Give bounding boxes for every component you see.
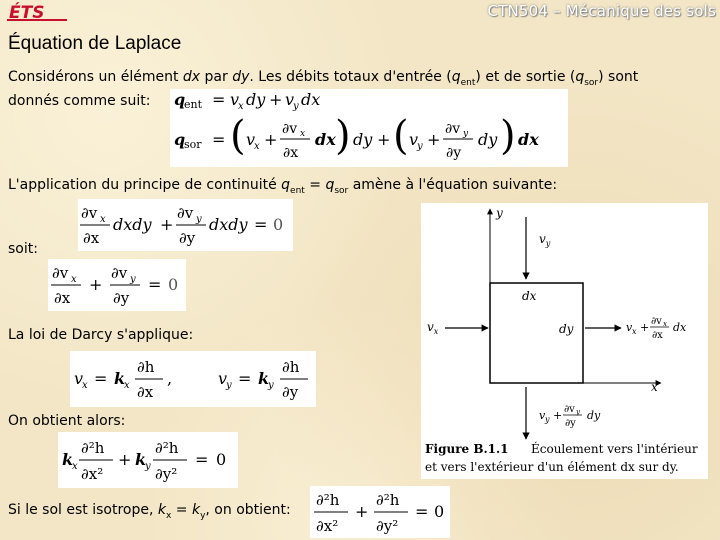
svg-text:dy: dy (246, 90, 266, 109)
continuity-equation (78, 199, 293, 251)
svg-text:=: = (148, 275, 162, 294)
svg-text:x: x (124, 380, 130, 391)
svg-text:y: y (417, 141, 423, 152)
soit-label: soit: (8, 241, 38, 257)
isotrope-paragraph: Si le sol est isotrope, $k_x = k_y$, on obtient: (8, 502, 291, 521)
vx-in-label: $v_x$ (427, 320, 439, 336)
svg-text:∂²h: ∂²h (81, 439, 105, 457)
svg-text:∂v: ∂v (282, 121, 298, 137)
svg-text:∂x: ∂x (283, 145, 299, 161)
svg-text:∂y: ∂y (446, 145, 462, 161)
svg-text:=: = (238, 369, 252, 388)
svg-text:0: 0 (273, 215, 284, 234)
svg-text:x: x (100, 214, 106, 225)
svg-text:(: ( (393, 113, 409, 159)
svg-text:∂v: ∂v (111, 264, 128, 282)
svg-text:v: v (230, 90, 240, 109)
svg-text:=: = (195, 450, 209, 469)
svg-text:y: y (226, 380, 232, 391)
svg-text:v: v (626, 321, 633, 334)
svg-text:∂²h: ∂²h (376, 491, 400, 509)
vy-in-label: $v_y$ (539, 232, 551, 248)
svg-text:y: y (145, 461, 151, 472)
svg-text:sor: sor (184, 138, 202, 151)
svg-text:v: v (246, 130, 256, 149)
svg-text:=: = (212, 130, 226, 149)
x-axis-label: x (651, 380, 658, 394)
flow-equations (170, 89, 568, 167)
svg-text:∂²h: ∂²h (316, 491, 340, 509)
svg-text:∂y: ∂y (565, 418, 576, 429)
dy-label: dy (559, 322, 574, 336)
svg-text:y: y (463, 129, 469, 139)
obtient-label: On obtient alors: (8, 413, 126, 429)
svg-text:∂x²: ∂x² (81, 465, 104, 483)
svg-text:+: + (89, 275, 103, 294)
svg-text:dx: dx (673, 321, 687, 334)
svg-text:k: k (135, 450, 147, 469)
svg-text:dy: dy (587, 409, 601, 422)
svg-text:+: + (427, 130, 441, 149)
svg-text:∂x: ∂x (652, 330, 663, 341)
svg-text:y: y (545, 415, 550, 424)
svg-text:0: 0 (434, 502, 445, 521)
svg-text:∂y²: ∂y² (155, 465, 178, 483)
svg-text:y: y (130, 274, 136, 285)
svg-text:+: + (160, 215, 174, 234)
svg-text:q: q (174, 90, 186, 109)
dx-label: dx (522, 289, 537, 303)
svg-text:v: v (285, 90, 295, 109)
svg-text:=: = (212, 90, 226, 109)
svg-text:+: + (264, 130, 278, 149)
logo-text: ÉTS (9, 3, 45, 23)
laplace-equation (310, 486, 450, 538)
svg-text:∂v: ∂v (445, 121, 461, 137)
svg-text:dx: dx (315, 130, 336, 149)
svg-text:∂y: ∂y (282, 383, 299, 401)
svg-text:,: , (167, 369, 173, 388)
page-title: Équation de Laplace (8, 33, 182, 54)
svg-text:dx: dx (518, 130, 539, 149)
svg-text:∂x: ∂x (54, 289, 71, 307)
svg-text:x: x (300, 129, 306, 139)
svg-text:x: x (632, 327, 637, 336)
svg-text:q: q (174, 130, 186, 149)
svg-text:∂x²: ∂x² (316, 517, 339, 535)
svg-text:dy: dy (478, 130, 498, 149)
svg-text:): ) (335, 113, 351, 159)
svg-text:(: ( (230, 113, 246, 159)
anisotropic-laplace-equation (58, 432, 238, 488)
svg-text:=: = (254, 215, 268, 234)
svg-text:∂v: ∂v (651, 316, 662, 327)
svg-text:v: v (409, 130, 419, 149)
svg-text:y: y (293, 101, 299, 112)
svg-text:∂v: ∂v (177, 204, 194, 222)
intro-paragraph: Considérons un élément dx par dy. Les débits totaux d'entrée $(q_{ent})$ et de sortie $(q_{sor})$ sont donnés comme suit: (8, 69, 639, 109)
svg-text:=: = (415, 502, 429, 521)
figure-number: Figure B.1.1 (425, 442, 509, 456)
svg-text:+: + (553, 409, 563, 422)
svg-text:=: = (94, 369, 108, 388)
svg-text:0: 0 (168, 275, 179, 294)
svg-text:v: v (74, 369, 84, 388)
svg-text:dx: dx (301, 90, 321, 109)
svg-text:∂²h: ∂²h (155, 439, 179, 457)
svg-text:+: + (355, 502, 369, 521)
svg-text:x: x (663, 320, 667, 328)
svg-text:∂y²: ∂y² (376, 517, 399, 535)
svg-text:∂y: ∂y (179, 229, 196, 247)
svg-text:x: x (238, 101, 244, 112)
svg-text:ent: ent (184, 98, 203, 111)
svg-text:x: x (254, 141, 260, 152)
y-axis-label: y (496, 206, 503, 220)
figure-caption-line1: Écoulement vers l'intérieur (531, 442, 698, 456)
darcy-label: La loi de Darcy s'applique: (8, 327, 194, 343)
svg-text:): ) (500, 113, 516, 159)
svg-text:∂h: ∂h (137, 358, 155, 376)
svg-text:y: y (196, 214, 202, 225)
svg-text:dy: dy (353, 130, 373, 149)
svg-text:0: 0 (216, 450, 227, 469)
svg-text:v: v (218, 369, 228, 388)
svg-text:y: y (268, 380, 274, 391)
figure-caption-line2: et vers l'extérieur d'un élément dx sur dy. (425, 460, 679, 474)
continuity-simplified-equation (48, 259, 186, 311)
svg-text:∂v: ∂v (81, 204, 98, 222)
svg-text:k: k (258, 369, 270, 388)
svg-text:+: + (377, 130, 391, 149)
svg-text:∂v: ∂v (52, 264, 69, 282)
svg-text:+: + (269, 90, 283, 109)
svg-text:∂x: ∂x (137, 383, 154, 401)
element-flow-figure (421, 203, 708, 479)
svg-text:k: k (114, 369, 126, 388)
svg-text:∂y: ∂y (113, 289, 130, 307)
svg-text:v: v (539, 409, 546, 422)
svg-text:+: + (118, 450, 132, 469)
continuity-paragraph: L'application du principe de continuité $q_{ent} = q_{sor}$ amène à l'équation suivante: (8, 177, 558, 196)
svg-text:+: + (640, 321, 650, 334)
ets-logo (5, 2, 70, 24)
svg-text:y: y (576, 408, 580, 416)
course-header: CTN504 – Mécanique des sols (487, 2, 716, 20)
svg-text:∂h: ∂h (282, 358, 300, 376)
svg-text:x: x (72, 461, 78, 472)
svg-text:∂x: ∂x (83, 229, 100, 247)
svg-text:x: x (82, 380, 88, 391)
svg-text:∂v: ∂v (564, 404, 575, 415)
svg-text:x: x (71, 274, 77, 285)
svg-text:k: k (62, 450, 74, 469)
svg-text:dxdy: dxdy (113, 215, 152, 234)
darcy-equations (70, 351, 316, 407)
svg-text:dxdy: dxdy (209, 215, 248, 234)
